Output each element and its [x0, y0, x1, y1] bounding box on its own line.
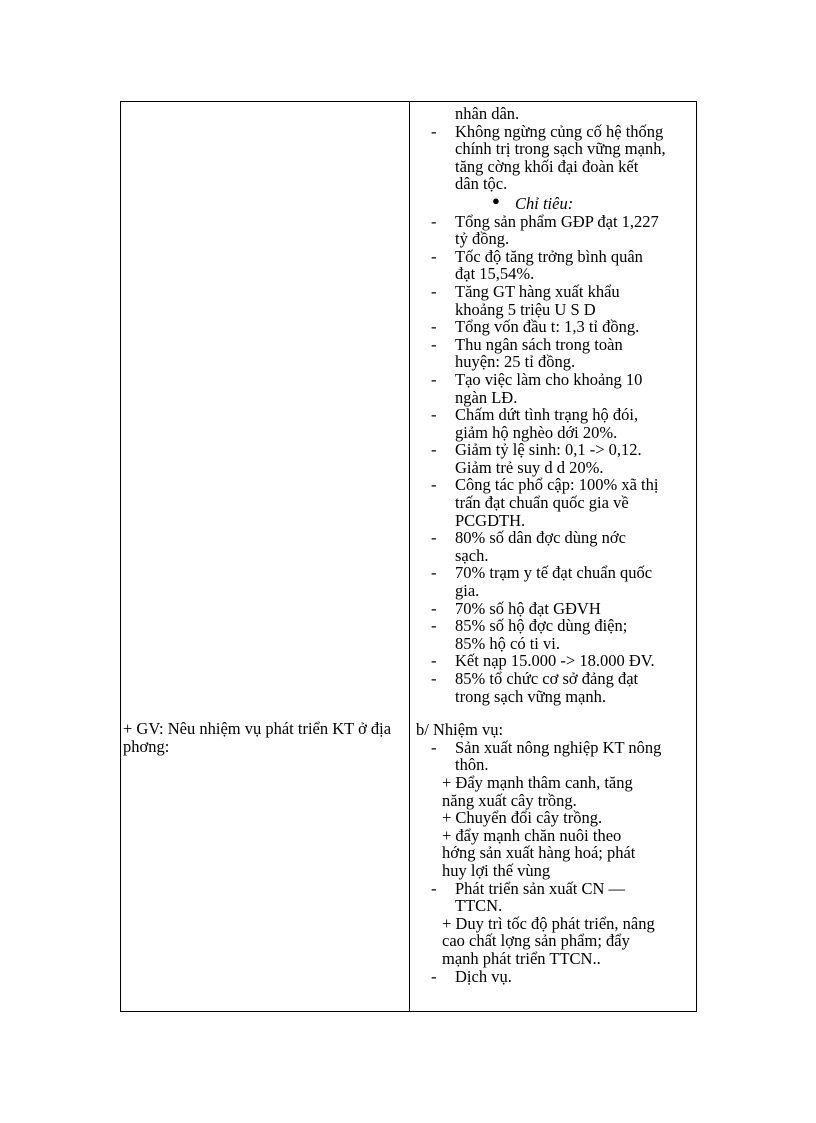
list-item-line: Kết nạp 15.000 -> 18.000 ĐV.: [455, 651, 655, 671]
list-item-line: Không ngừng củng cố hệ thống: [455, 121, 664, 141]
list-item: [414, 476, 694, 529]
list-item: [414, 371, 694, 406]
list-item-line: Công tác phổ cập: 100% xã thị: [455, 475, 659, 495]
dash-marker: -: [431, 737, 437, 757]
dash-marker: -: [431, 966, 437, 986]
list-item: [414, 652, 694, 670]
list-item-line: 85% số hộ đợc dùng điện;: [455, 616, 628, 636]
list-item: [414, 529, 694, 564]
targets-list: [414, 213, 694, 706]
task-item: [414, 880, 694, 915]
dash-marker: -: [431, 669, 437, 688]
list-item-line: trong sạch vững mạnh.: [455, 686, 606, 706]
list-item-line: Giảm trẻ suy d d 20%.: [455, 457, 604, 477]
table-row: [121, 102, 697, 1012]
sub-item-line: + Đẩy mạnh thâm canh, tăng: [442, 772, 633, 792]
list-item-line: Tổng sản phẩm GĐP đạt 1,227: [455, 211, 659, 231]
sub-item-line: + Duy trì tốc độ phát triển, nâng: [442, 913, 655, 933]
sub-item: [414, 827, 694, 880]
list-item-line: 70% trạm y tế đạt chuẩn quốc: [455, 563, 653, 583]
task-2-subitems: [414, 915, 694, 968]
dash-marker: -: [431, 651, 437, 671]
list-item: [414, 248, 694, 283]
list-item-line: dân tộc.: [455, 174, 508, 194]
dash-marker: -: [431, 281, 437, 301]
list-item-line: huyện: 25 tỉ đồng.: [455, 352, 576, 372]
sub-item-line: năng xuất cây trồng.: [442, 790, 577, 810]
task-item: [414, 968, 694, 986]
list-item-line: Giảm tỷ lệ sinh: 0,1 -> 0,12.: [455, 440, 642, 460]
sub-item: [414, 915, 694, 968]
sub-item-line: cao chất lợng sản phẩm; đẩy: [442, 931, 630, 951]
list-item-line: Tạo việc làm cho khoảng 10: [455, 369, 643, 389]
task-line: Sản xuất nông nghiệp KT nông: [455, 737, 662, 757]
bullet-heading: [414, 192, 694, 213]
bullet-heading-label: Chỉ tiêu:: [515, 193, 574, 213]
list-item: [414, 564, 694, 599]
content-column: [414, 105, 694, 985]
dash-marker: -: [431, 528, 437, 548]
teacher-activity-text: + GV: Nêu nhiệm vụ phát triển KT ở địa phơng:: [123, 719, 392, 756]
task-item: [414, 739, 694, 774]
teacher-activity-cell: [121, 102, 410, 1012]
list-item-line: Tốc độ tăng trởng bình quân: [455, 246, 643, 266]
dash-marker: -: [431, 475, 437, 495]
sub-item: [414, 774, 694, 809]
lesson-table: [120, 101, 697, 1012]
list-item-line: ngàn LĐ.: [455, 387, 518, 407]
dash-marker: -: [431, 317, 437, 337]
list-item-line: giảm hộ nghèo dới 20%.: [455, 422, 618, 442]
sub-item-line: huy lợi thế vùng: [442, 860, 551, 880]
intro-line: nhân dân.: [455, 104, 520, 123]
sub-item-line: + Chuyển đổi cây trồng.: [442, 808, 603, 828]
list-item-line: đạt 15,54%.: [455, 264, 535, 284]
sub-item-line: mạnh phát triển TTCN..: [442, 948, 601, 968]
list-item-line: Tăng GT hàng xuất khẩu: [455, 281, 620, 301]
list-item: [414, 213, 694, 248]
sub-item-line: + đẩy mạnh chăn nuôi theo: [442, 825, 622, 845]
bullet-icon: ●: [492, 192, 500, 208]
list-item-line: gia.: [455, 581, 480, 601]
list-item: [414, 336, 694, 371]
list-item-line: trấn đạt chuẩn quốc gia về: [455, 493, 629, 513]
task-line: TTCN.: [455, 896, 503, 916]
list-item-line: 70% số hộ đạt GĐVH: [455, 598, 601, 618]
list-item: [414, 406, 694, 441]
sub-item-line: hớng sản xuất hàng hoá; phát: [442, 843, 636, 863]
dash-marker: -: [431, 211, 437, 231]
list-item-line: 85% hộ có ti vi.: [455, 633, 560, 653]
list-item: [414, 283, 694, 318]
list-item-line: Tổng vốn đầu t: 1,3 tỉ đồng.: [455, 317, 640, 337]
list-item-line: tỷ đồng.: [455, 229, 510, 249]
dash-marker: -: [431, 121, 437, 141]
list-item-line: Chấm dứt tình trạng hộ đói,: [455, 405, 639, 425]
dash-marker: -: [431, 246, 437, 266]
task-1-subitems: [414, 774, 694, 880]
dash-marker: -: [431, 369, 437, 389]
list-item: [414, 123, 694, 193]
list-item-line: tăng cờng khối đại đoàn kết: [455, 156, 639, 176]
content-cell: [410, 102, 697, 1012]
dash-marker: -: [431, 878, 437, 898]
dash-marker: -: [431, 616, 437, 636]
list-item: [414, 600, 694, 618]
dash-marker: -: [431, 563, 437, 583]
list-item-line: 85% tổ chức cơ sở đảng đạt: [455, 669, 639, 688]
task-line: Phát triển sản xuất CN —: [455, 878, 626, 898]
sub-item: [414, 809, 694, 827]
task-line: Dịch vụ.: [455, 966, 512, 986]
list-item-line: Thu ngân sách trong toàn: [455, 334, 623, 354]
list-item-line: PCGDTH.: [455, 510, 526, 530]
list-item: [414, 617, 694, 652]
list-item: [414, 318, 694, 336]
list-item: [414, 670, 694, 705]
dash-marker: -: [431, 405, 437, 425]
dash-marker: -: [431, 440, 437, 460]
list-item-line: 80% số dân đợc dùng nớc: [455, 528, 626, 548]
dash-marker: -: [431, 598, 437, 618]
list-item-line: khoảng 5 triệu U S D: [455, 299, 596, 319]
list-item-line: sạch.: [455, 545, 489, 565]
section-heading-b: b/ Nhiệm vụ:: [416, 720, 504, 740]
dash-marker: -: [431, 334, 437, 354]
task-line: thôn.: [455, 755, 489, 775]
list-item: [414, 441, 694, 476]
list-item-line: chính trị trong sạch vững mạnh,: [455, 139, 666, 159]
